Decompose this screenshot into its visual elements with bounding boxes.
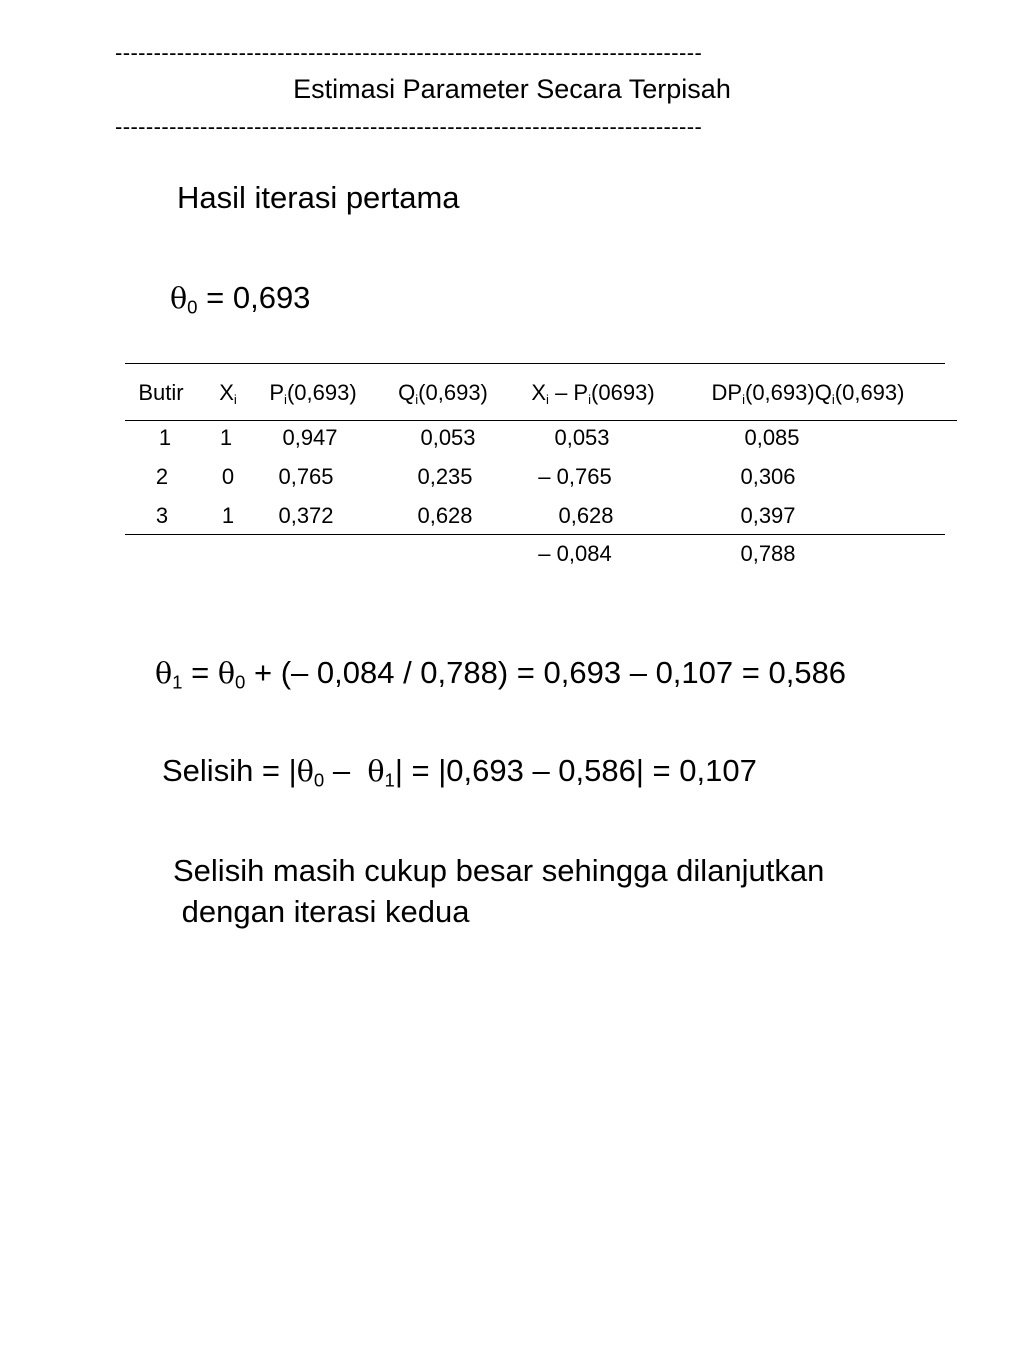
theta1-equation: $\theta_1 = \theta_0$ + (– 0,084 / 0,788) = 0,693 – 0,107 = 0,586 bbox=[155, 655, 847, 693]
cell-xi-minus-pi: 0,053 bbox=[554, 425, 610, 450]
cell-butir: 2 bbox=[155, 464, 169, 489]
cell-xi: 1 bbox=[221, 503, 235, 528]
theta-symbol: θ bbox=[217, 657, 236, 690]
theta-symbol: θ bbox=[155, 657, 173, 690]
conclusion-text bbox=[173, 850, 953, 932]
header-xi-minus-pi: $X_i - P_i(0693)$ bbox=[531, 380, 655, 407]
top-dashed-rule: ---------------------------------------------------------------------------- bbox=[115, 40, 703, 65]
page-title: Estimasi Parameter Secara Terpisah bbox=[293, 74, 731, 104]
cell-qi: 0,053 bbox=[420, 425, 476, 450]
table-header-rule bbox=[125, 420, 957, 421]
theta-symbol: θ bbox=[367, 755, 385, 788]
conclusion-line-1: Selisih masih cukup besar sehingga dilanjutkan bbox=[173, 853, 825, 888]
total-xi-minus-pi: – 0,084 bbox=[538, 541, 612, 566]
table-bottom-rule bbox=[125, 534, 945, 535]
cell-pi: 0,947 bbox=[282, 425, 338, 450]
theta-symbol: θ bbox=[170, 282, 188, 315]
header-pi: $P_i(0,693)$ bbox=[269, 380, 357, 407]
cell-xi-minus-pi: 0,628 bbox=[558, 503, 614, 528]
header-dpq: $DP_i(0,693)Q_i(0,693)$ bbox=[711, 380, 905, 407]
theta-symbol: θ bbox=[296, 755, 314, 788]
cell-xi: 1 bbox=[219, 425, 233, 450]
bottom-dashed-rule: ---------------------------------------------------------------------------- bbox=[115, 114, 703, 139]
cell-dpq: 0,306 bbox=[740, 464, 796, 489]
total-dpq: 0,788 bbox=[740, 541, 796, 566]
difference-equation: Selisih = $|\theta_0 - \theta_1| = |0,693 - 0,586| = 0,107$ bbox=[162, 753, 757, 791]
cell-qi: 0,628 bbox=[417, 503, 473, 528]
cell-pi: 0,372 bbox=[278, 503, 334, 528]
subtitle: Hasil iterasi pertama bbox=[177, 180, 460, 215]
cell-pi: 0,765 bbox=[278, 464, 334, 489]
cell-butir: 1 bbox=[158, 425, 172, 450]
cell-qi: 0,235 bbox=[417, 464, 473, 489]
theta0-initial-value: $\theta_0 = 0,693$ bbox=[170, 280, 311, 318]
conclusion-line-2: dengan iterasi kedua bbox=[173, 894, 470, 929]
table-top-rule bbox=[125, 363, 945, 364]
header-xi: $X_i$ bbox=[219, 380, 237, 407]
header-butir: Butir bbox=[138, 380, 184, 405]
cell-butir: 3 bbox=[155, 503, 169, 528]
cell-dpq: 0,085 bbox=[744, 425, 800, 450]
cell-dpq: 0,397 bbox=[740, 503, 796, 528]
header-qi: $Q_i(0,693)$ bbox=[398, 380, 488, 407]
cell-xi-minus-pi: – 0,765 bbox=[538, 464, 612, 489]
cell-xi: 0 bbox=[221, 464, 235, 489]
